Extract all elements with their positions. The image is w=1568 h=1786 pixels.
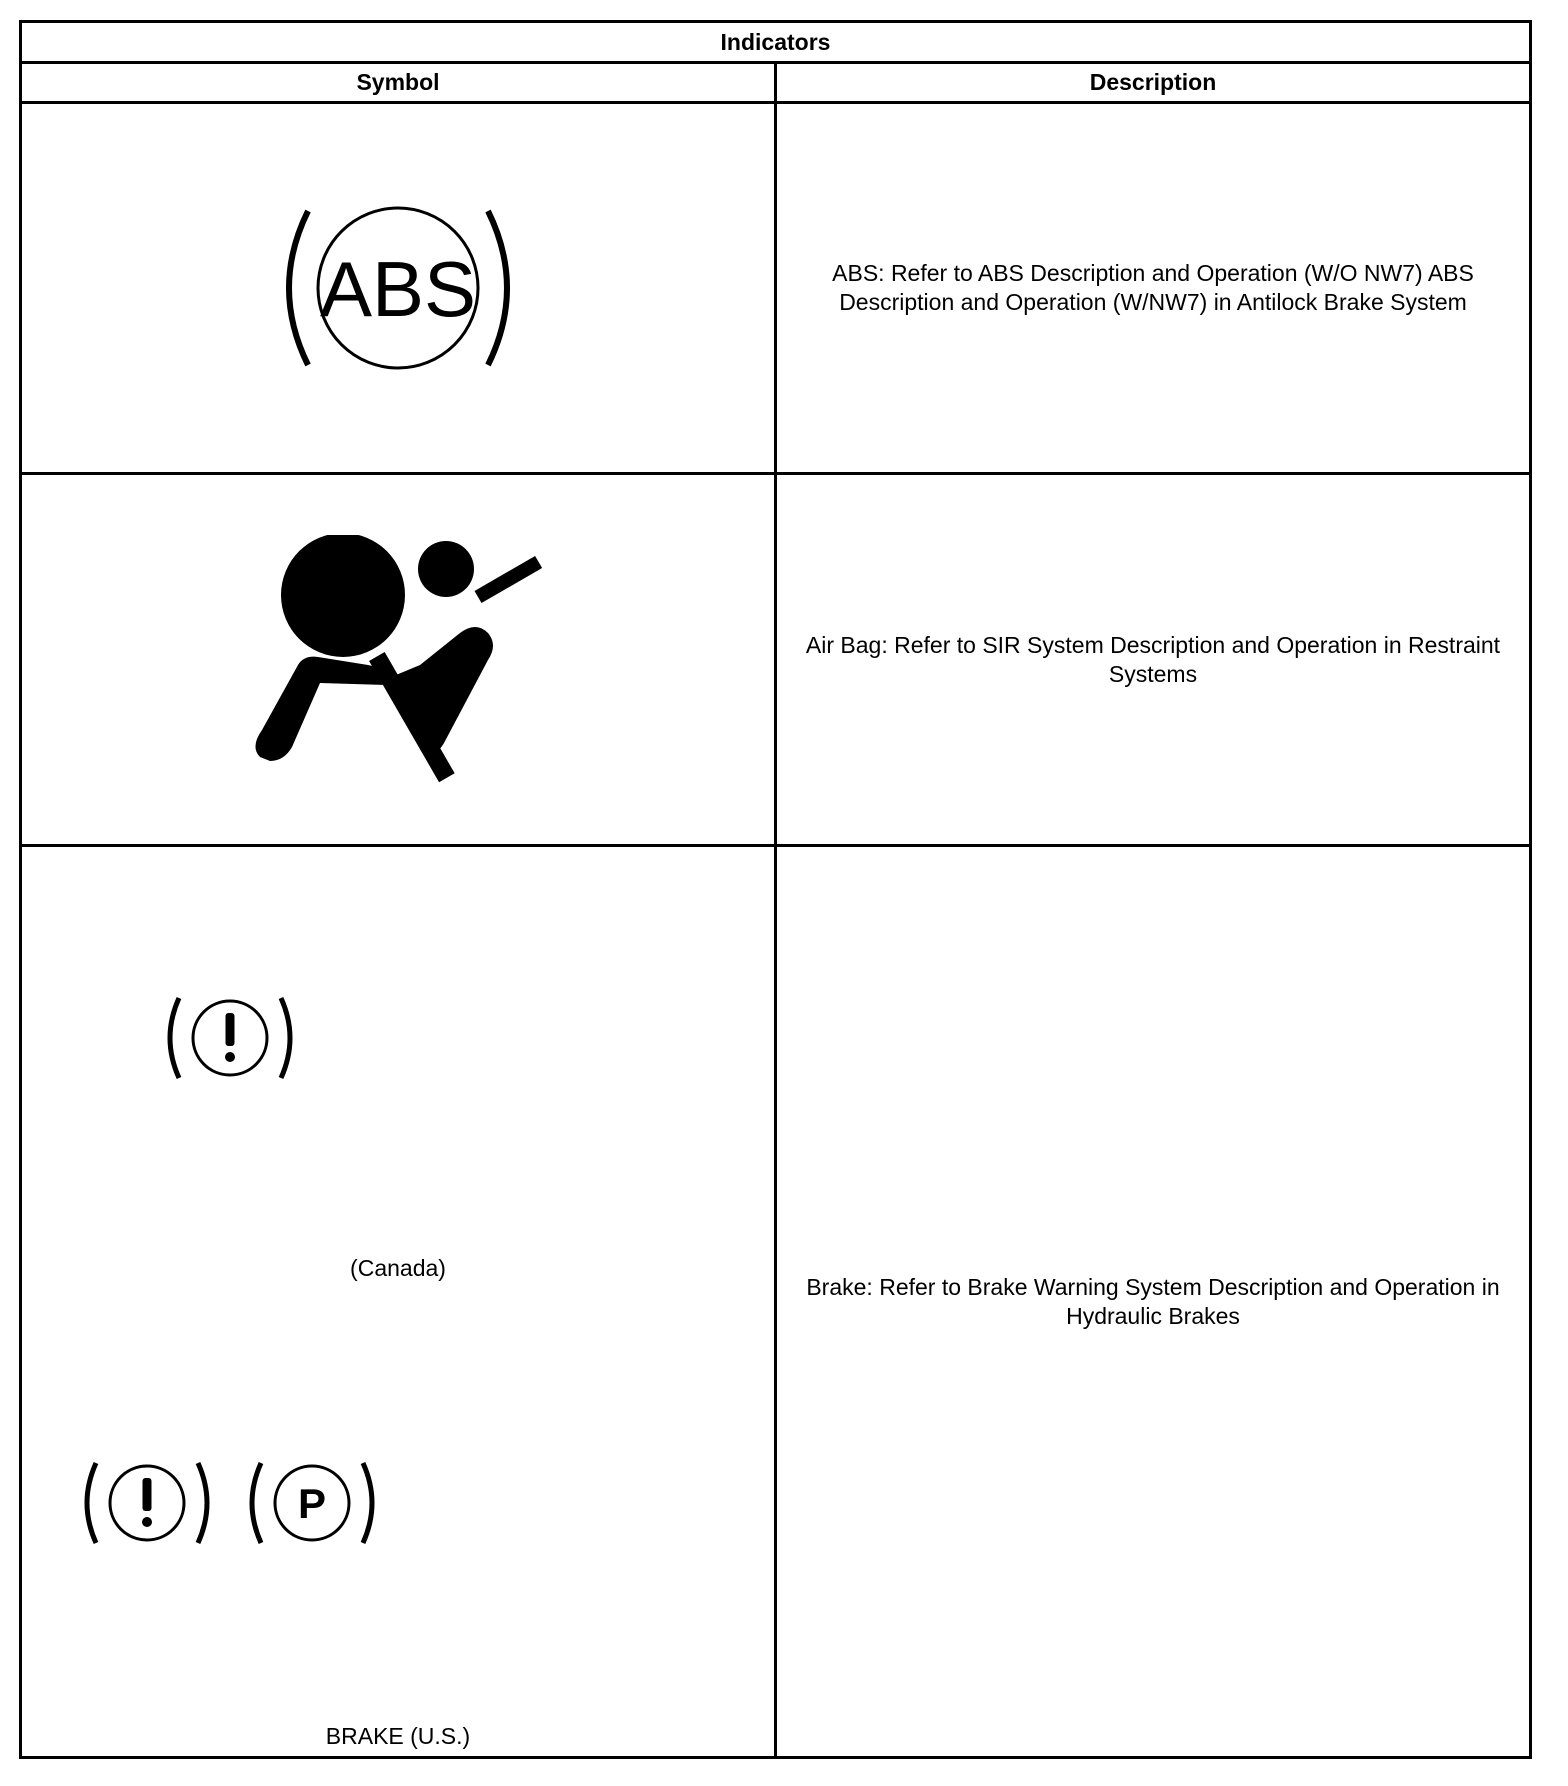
indicators-table [19, 20, 1532, 1759]
parking-brake-icon [247, 1458, 377, 1548]
abs-icon-text: ABS [319, 245, 477, 333]
table-row [21, 103, 1531, 474]
description-column-header: Description [776, 63, 1531, 103]
symbol-cell [21, 846, 776, 1758]
airbag-icon [248, 535, 548, 785]
description-cell: ABS: Refer to ABS Description and Operation (W/O NW7) ABS Description and Operation (W/NW7) in Antilock Brake System [776, 103, 1531, 474]
table-row [21, 474, 1531, 846]
table-row [21, 846, 1531, 1758]
description-cell: Air Bag: Refer to SIR System Description and Operation in Restraint Systems [776, 474, 1531, 846]
symbol-cell [21, 103, 776, 474]
us-caption: BRAKE (U.S.) [325, 1723, 471, 1749]
brake-warning-icon [82, 1458, 212, 1548]
symbol-cell [21, 474, 776, 846]
abs-warning-icon [278, 203, 518, 373]
parking-icon-text: P [297, 1480, 327, 1527]
brake-warning-icon [165, 993, 295, 1083]
symbol-column-header: Symbol [21, 63, 776, 103]
description-cell: Brake: Refer to Brake Warning System Description and Operation in Hydraulic Brakes [776, 846, 1531, 1758]
canada-caption: (Canada) [350, 1255, 446, 1281]
table-title: Indicators [21, 22, 1531, 63]
